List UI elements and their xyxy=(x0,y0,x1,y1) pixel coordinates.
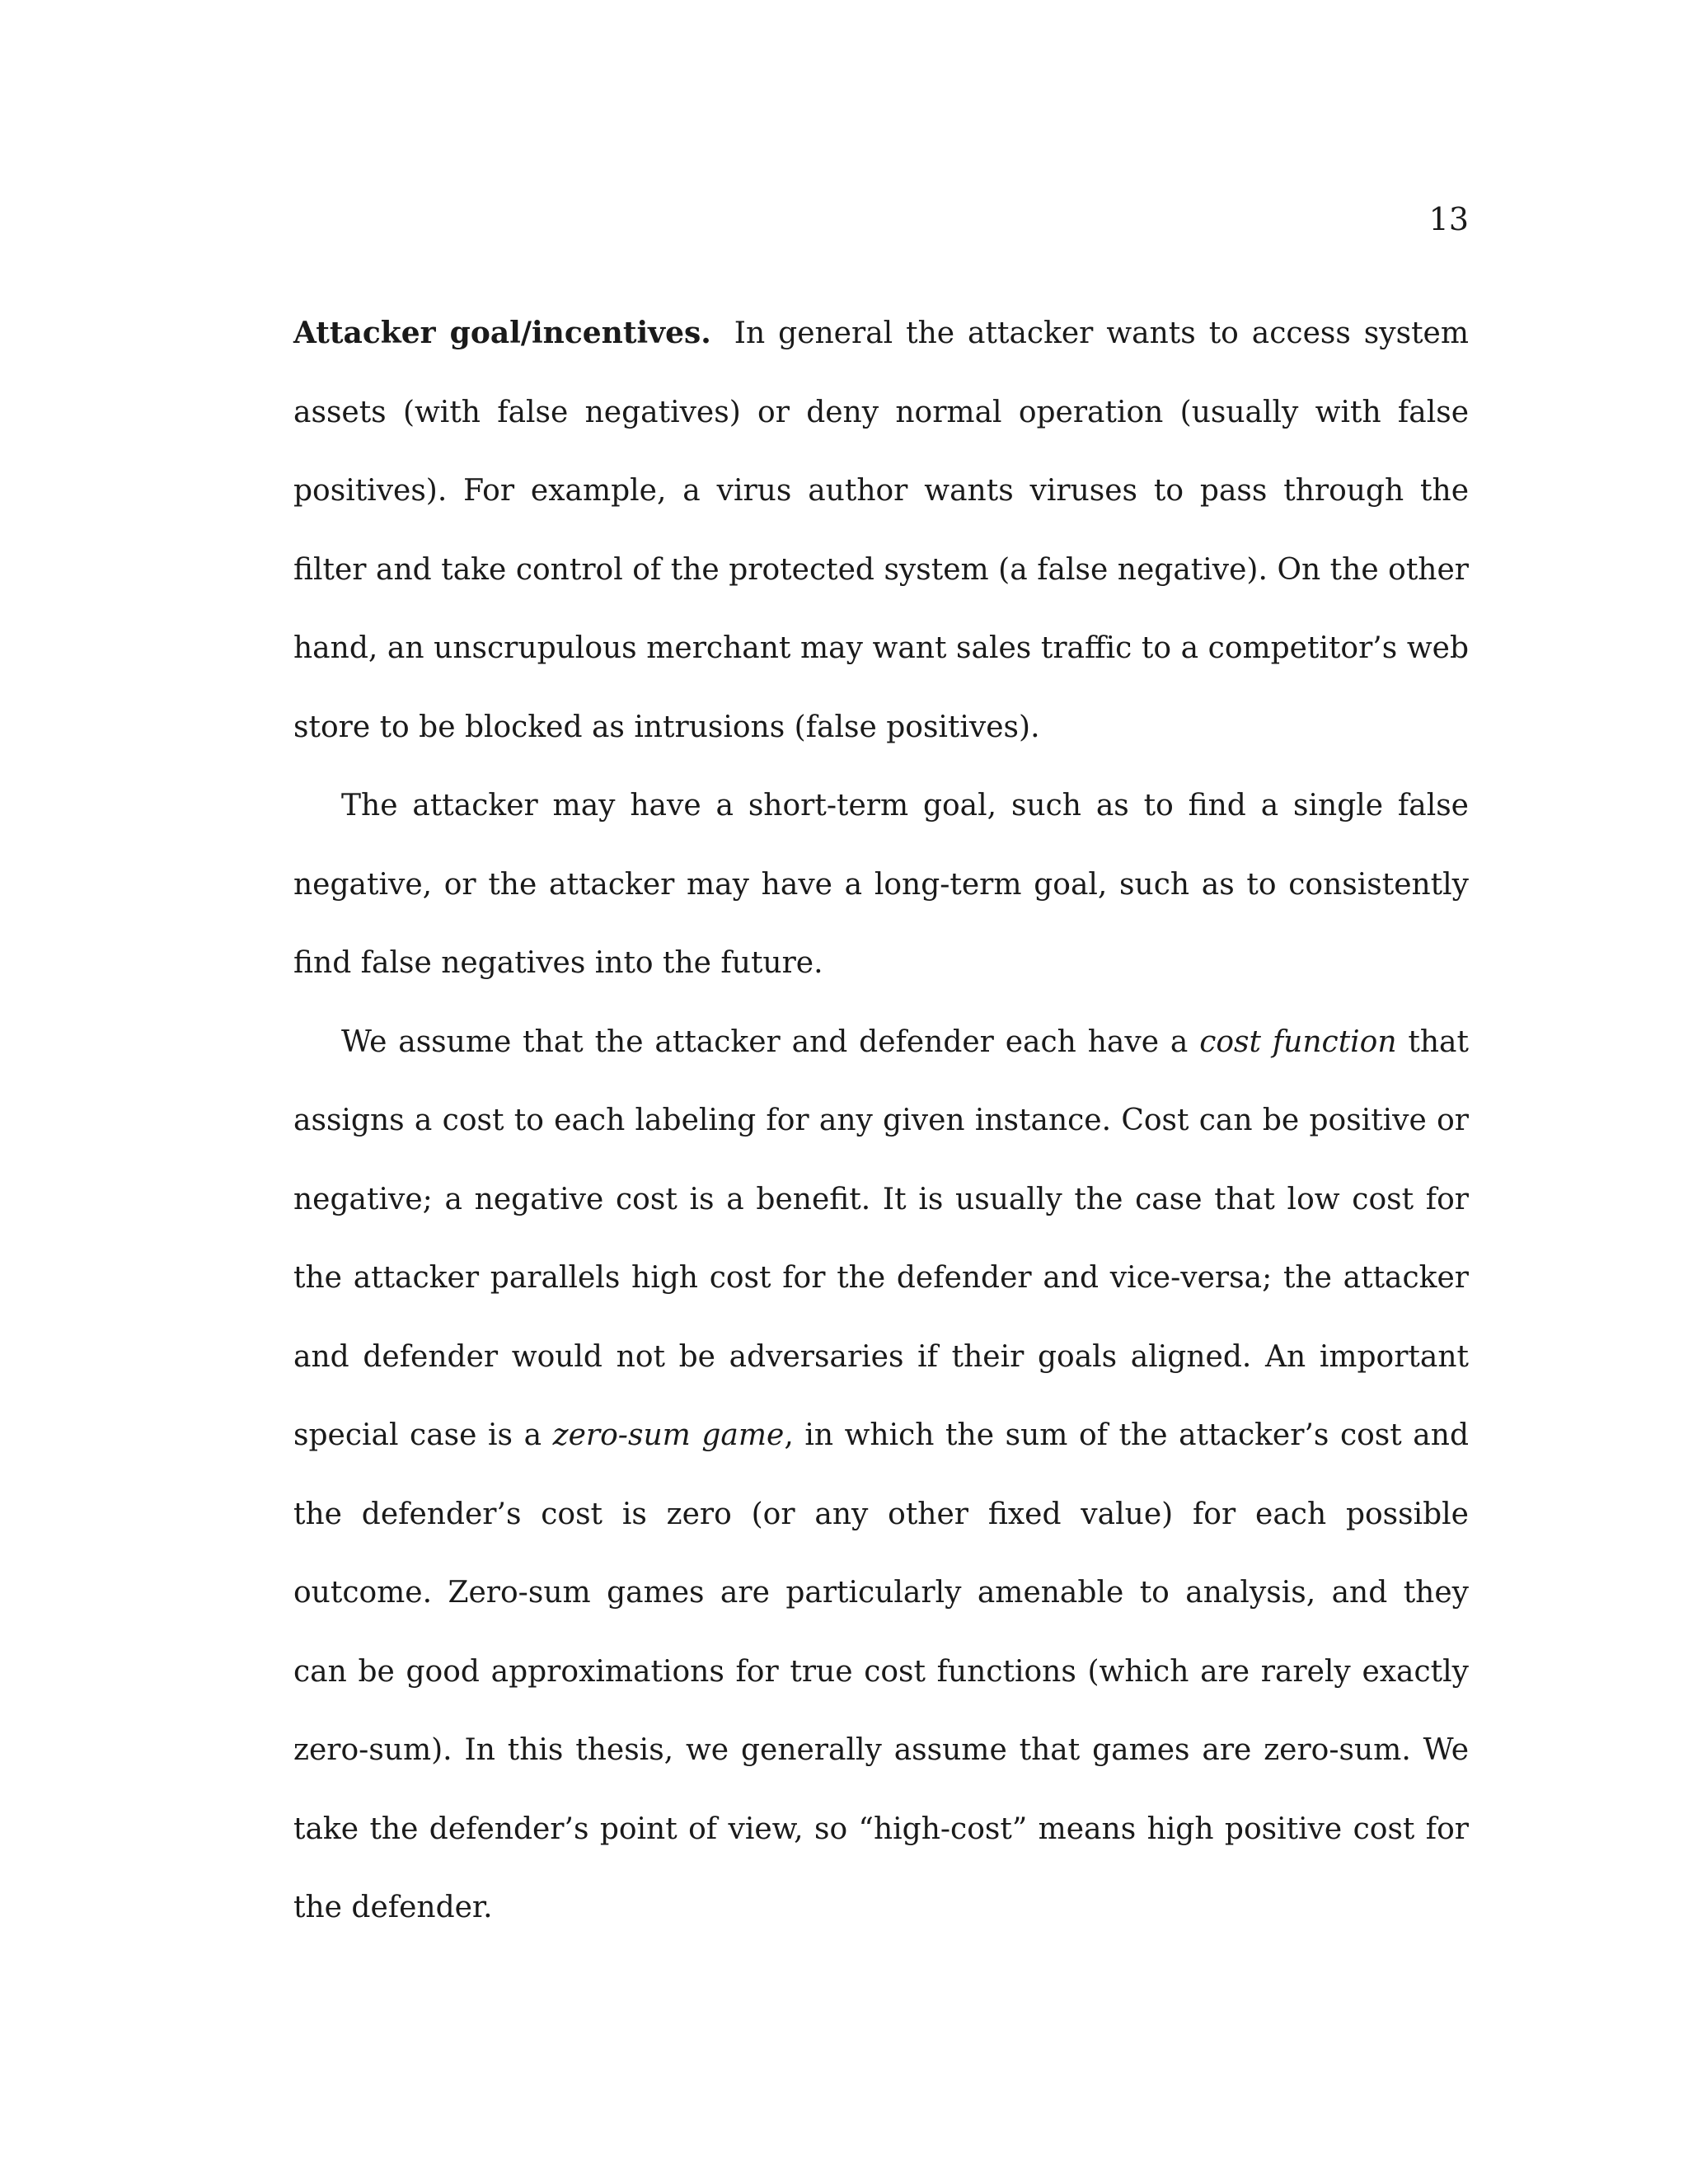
body-text xyxy=(293,294,1469,1947)
paragraph-text: We assume that the attacker and defender each have a xyxy=(341,1024,1200,1059)
paragraph-text: , in which the sum of the attacker’s cost and the defender’s cost is zero (or any other fixed value) for each possible outcome. Zero-sum games are particularly amenable to analysis, and they can be good approximations for true cost functions (which are rarely exactly zero-sum). In this thesis, we generally assume that games are zero-sum. We take the defender’s point of view, so “high-cost” means high positive cost for the defender. xyxy=(293,1418,1469,1924)
emphasis-cost-function: cost function xyxy=(1199,1024,1397,1059)
page-number: 13 xyxy=(1428,201,1469,237)
paragraph-attacker-goal xyxy=(293,294,1469,766)
paragraph-cost-function xyxy=(293,1003,1469,1947)
paragraph-text: The attacker may have a short-term goal, such as to find a single false negative, or the attacker may have a long-term goal, such as to consistently find false negatives into the future. xyxy=(293,789,1469,980)
section-heading: Attacker goal/incentives. xyxy=(293,316,711,350)
paragraph-text: In general the attacker wants to access system assets (with false negatives) or deny normal operation (usually with false positives). For example, a virus author wants viruses to pass through the filter and take control of the protected system (a false negative). On the other hand, an unscrupulous merchant may want sales traffic to a competitor’s web store to be blocked as intrusions (false positives). xyxy=(293,316,1469,744)
paragraph-text: that assigns a cost to each labeling for any given instance. Cost can be positive or negative; a negative cost is a benefit. It is usually the case that low cost for the attacker parallels high cost for the defender and vice-versa; the attacker and defender would not be adversaries if their goals aligned. An important special case is a xyxy=(293,1024,1469,1452)
paragraph-short-long-term xyxy=(293,766,1469,1003)
emphasis-zero-sum-game: zero-sum game xyxy=(552,1418,785,1452)
